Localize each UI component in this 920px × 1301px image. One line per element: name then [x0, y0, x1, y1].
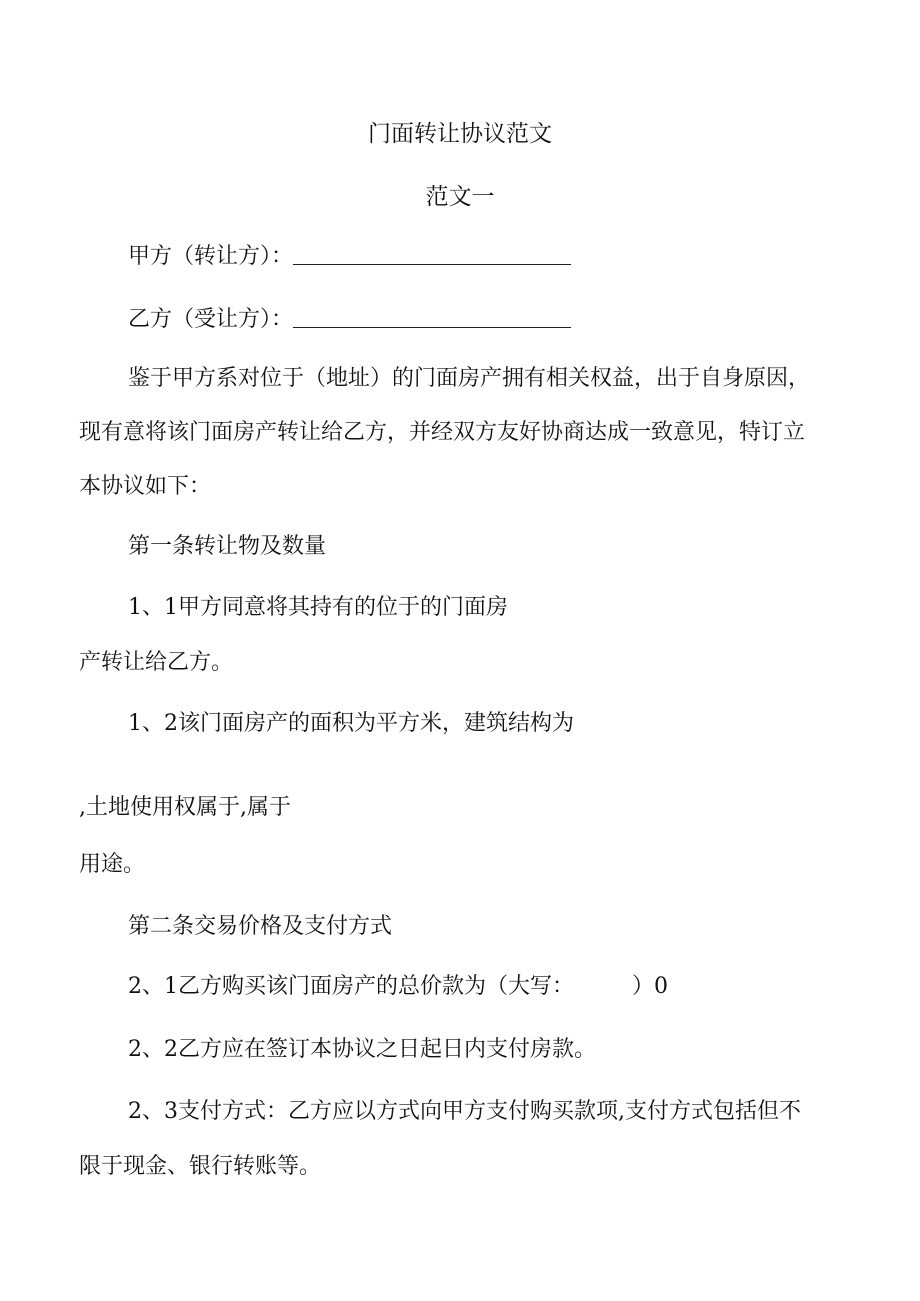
party-b-label: 乙方（受让方）： [128, 307, 294, 332]
party-a-label: 甲方（转让方）： [128, 244, 294, 269]
clause-1-1-line-1: 1、1甲方同意将其持有的位于的门面房 [128, 595, 508, 620]
clause-1-2-line-1: 1、2该门面房产的面积为平方米，建筑结构为 [128, 711, 574, 736]
party-a-blank [293, 244, 571, 265]
intro-line-2: 现有意将该门面房产转让给乙方，并经双方友好协商达成一致意见，特订立 [79, 420, 806, 445]
party-b-line [128, 305, 571, 335]
clause-2-3-line-2: 限于现金、银行转账等。 [79, 1154, 322, 1179]
clause-1-2-line-2: ,土地使用权属于,属于 [79, 795, 291, 820]
clause-2-1 [128, 972, 668, 1002]
clause-1-2-line-3: 用途。 [79, 852, 146, 877]
intro-line-3: 本协议如下： [79, 474, 212, 499]
clause-2-1-end: ）0 [632, 974, 668, 999]
document-title: 门面转让协议范文 [368, 121, 552, 147]
party-a-line [128, 242, 571, 272]
party-b-blank [293, 307, 571, 328]
article-2-heading: 第二条交易价格及支付方式 [128, 914, 393, 939]
clause-2-3-line-1: 2、3支付方式：乙方应以方式向甲方支付购买款项,支付方式包括但不 [128, 1099, 801, 1124]
article-1-heading: 第一条转让物及数量 [128, 534, 327, 559]
document-subtitle: 范文一 [425, 184, 495, 210]
intro-line-1: 鉴于甲方系对位于（地址）的门面房产拥有相关权益，出于自身原因， [128, 366, 811, 391]
clause-2-2: 2、2乙方应在签订本协议之日起日内支付房款。 [128, 1037, 596, 1062]
clause-2-1-text: 2、1乙方购买该门面房产的总价款为（大写： [128, 974, 574, 999]
clause-1-1-line-2: 产转让给乙方。 [79, 650, 234, 675]
